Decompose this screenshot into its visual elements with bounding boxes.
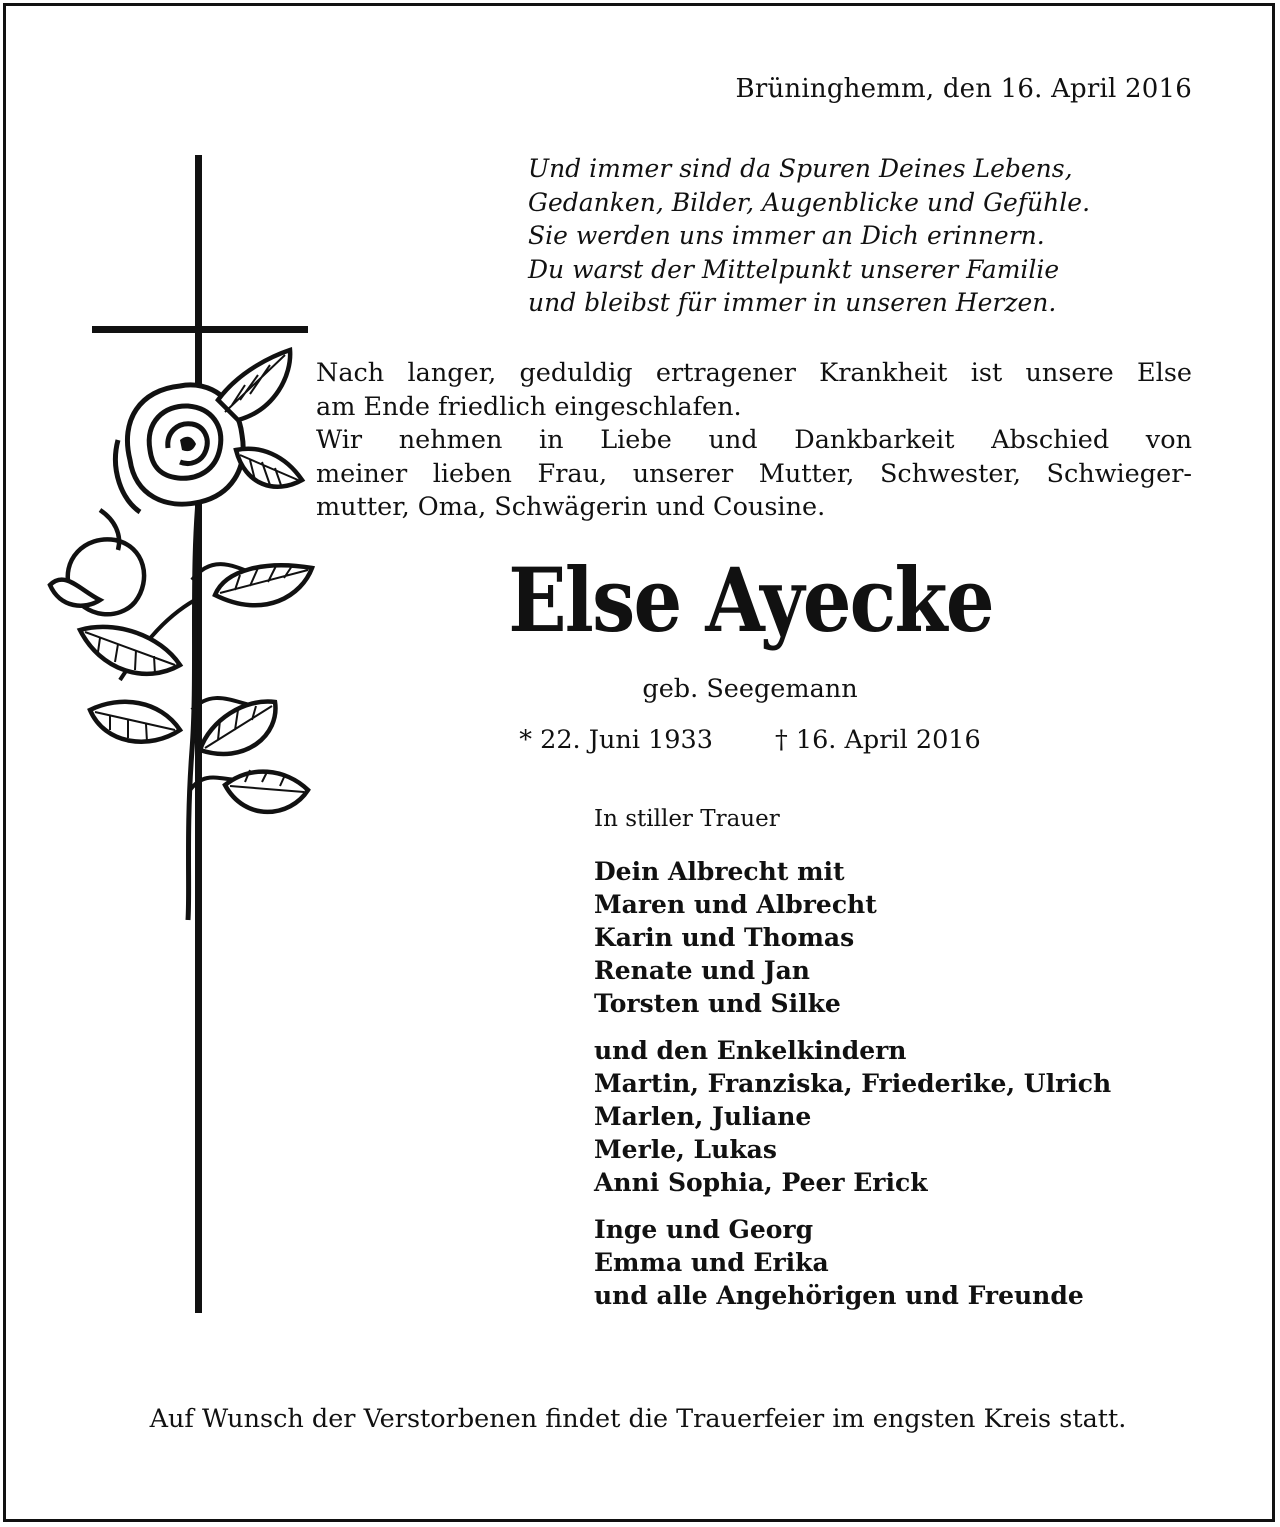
birth-date: * 22. Juni 1933	[519, 725, 713, 755]
intro-line: Nach langer, geduldig ertragener Krankheit ist unsere Else	[316, 358, 1192, 388]
mourner-line: und den Enkelkindern	[594, 1036, 907, 1065]
mourner-line: Marlen, Juliane	[594, 1102, 812, 1131]
death-date: † 16. April 2016	[774, 725, 981, 755]
poem-line: Gedanken, Bilder, Augenblicke und Gefühle.	[528, 187, 1091, 217]
intro-text	[316, 357, 1192, 525]
mourner-line: Maren und Albrecht	[594, 890, 877, 919]
mourner-line: Inge und Georg	[594, 1215, 814, 1244]
mourner-line: Merle, Lukas	[594, 1135, 777, 1164]
mourner-line: Torsten und Silke	[594, 989, 841, 1018]
intro-line: am Ende friedlich eingeschlafen.	[316, 391, 742, 422]
life-dates	[300, 725, 1200, 755]
mourner-line: Anni Sophia, Peer Erick	[594, 1168, 928, 1197]
footer-note: Auf Wunsch der Verstorbenen findet die Trauerfeier im engsten Kreis statt.	[149, 1404, 1127, 1434]
mourner-line: Karin und Thomas	[594, 923, 855, 952]
mourner-group	[594, 1034, 1111, 1199]
deceased-name: Else Ayecke	[508, 548, 993, 652]
birth-name: geb. Seegemann	[642, 674, 858, 704]
intro-line: Wir nehmen in Liebe und Dankbarkeit Abschied von	[316, 425, 1192, 455]
mourner-line: und alle Angehörigen und Freunde	[594, 1281, 1084, 1310]
poem-line: Sie werden uns immer an Dich erinnern.	[528, 221, 1045, 250]
mourner-line: Martin, Franziska, Friederike, Ulrich	[594, 1069, 1112, 1098]
intro-line: mutter, Oma, Schwägerin und Cousine.	[316, 492, 826, 522]
mourner-line: Emma und Erika	[594, 1248, 829, 1277]
mourner-group	[594, 855, 1111, 1020]
place-date: Brüninghemm, den 16. April 2016	[735, 74, 1192, 104]
mourner-line: Dein Albrecht mit	[594, 857, 845, 886]
mourner-group	[594, 1213, 1111, 1312]
cross-with-rose-icon	[40, 150, 320, 1320]
poem	[528, 152, 1090, 320]
mourning-label: In stiller Trauer	[594, 806, 780, 832]
mourners-list	[594, 855, 1111, 1326]
poem-line: und bleibst für immer in unseren Herzen.	[528, 288, 1057, 317]
intro-line: meiner lieben Frau, unserer Mutter, Schwester, Schwieger-	[316, 458, 1192, 489]
mourner-line: Renate und Jan	[594, 956, 810, 985]
poem-line: Du warst der Mittelpunkt unserer Familie	[528, 254, 1060, 284]
poem-line: Und immer sind da Spuren Deines Lebens,	[528, 154, 1073, 183]
